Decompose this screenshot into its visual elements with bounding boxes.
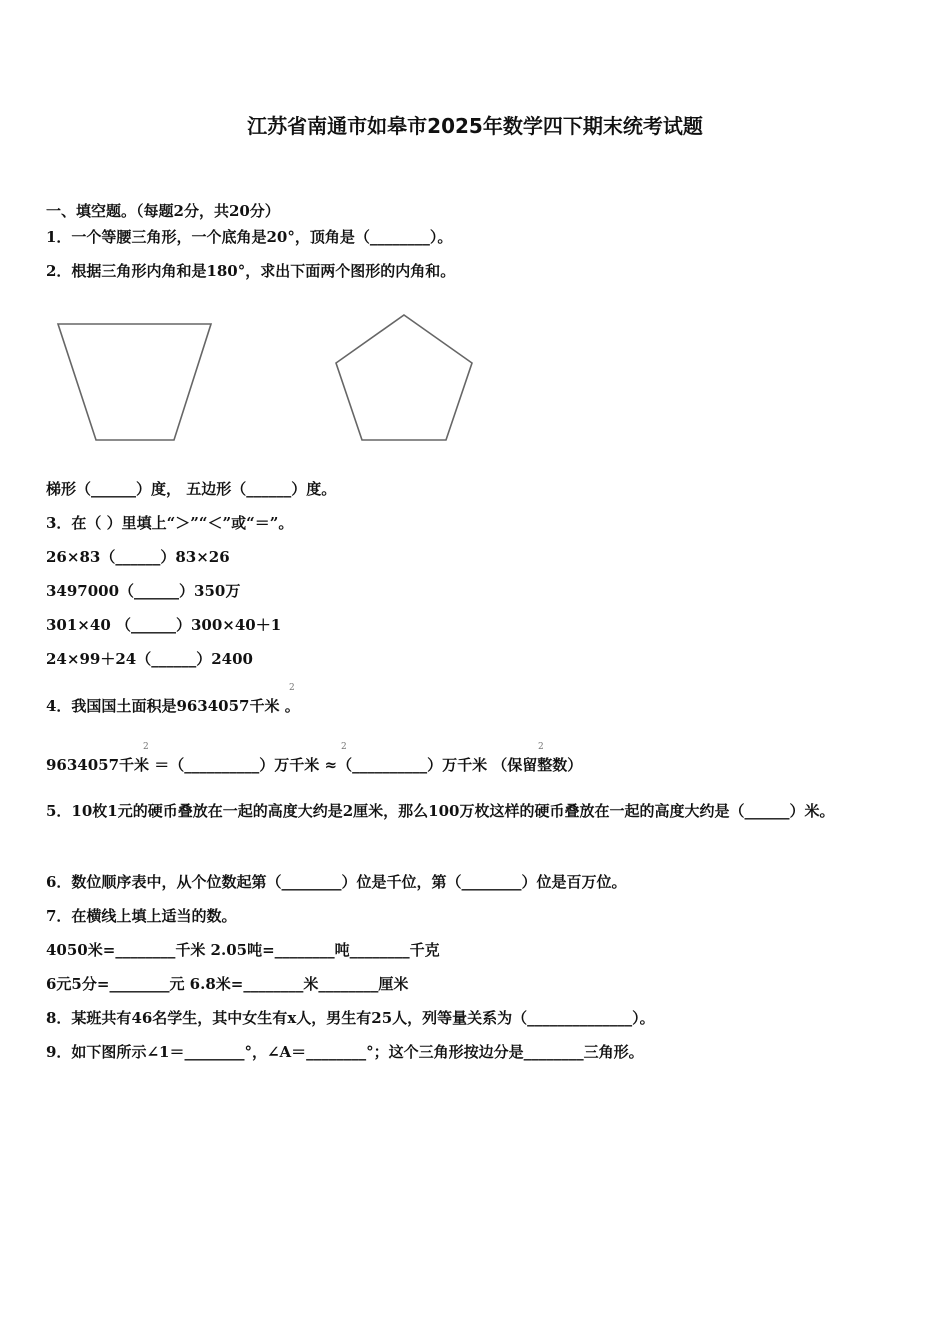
question-4-line: 9634057千米 ＝（__________）万千米 ≈（__________）万千米 （保留整数） xyxy=(46,756,583,774)
question-6: 6．数位顺序表中，从个位数起第（________）位是千位，第（________）位是百万位。 xyxy=(46,873,627,891)
question-4: 4．我国国土面积是9634057千米 。 xyxy=(46,697,300,715)
question-5: 5．10枚1元的硬币叠放在一起的高度大约是2厘米，那么100万枚这样的硬币叠放在一起的高度大约是（______）米。 xyxy=(46,802,835,820)
section-heading: 一、填空题。（每题2分，共20分） xyxy=(46,202,280,220)
question-7: 7．在横线上填上适当的数。 xyxy=(46,907,237,925)
question-2: 2．根据三角形内角和是180°，求出下面两个图形的内角和。 xyxy=(46,262,456,280)
q3-item-1: 26×83（______）83×26 xyxy=(46,548,230,566)
question-3: 3．在（ ）里填上“＞”“＜”或“＝”。 xyxy=(46,514,294,532)
trapezoid-figure xyxy=(50,310,220,450)
question-7-line-2: 6元5分=________元 6.8米=________米________厘米 xyxy=(46,975,409,993)
superscript-2: 2 xyxy=(341,742,347,752)
superscript-2: 2 xyxy=(538,742,544,752)
superscript-2: 2 xyxy=(143,742,149,752)
question-1: 1．一个等腰三角形，一个底角是20°，顶角是（________）。 xyxy=(46,228,453,246)
page-title: 江苏省南通市如皋市2025年数学四下期末统考试题 xyxy=(247,114,703,138)
superscript-2: 2 xyxy=(289,683,295,693)
question-7-line-1: 4050米=________千米 2.05吨=________吨________千克 xyxy=(46,941,440,959)
q3-item-2: 3497000（______）350万 xyxy=(46,582,241,600)
q3-item-4: 24×99＋24（______）2400 xyxy=(46,650,253,668)
question-8: 8．某班共有46名学生，其中女生有x人，男生有25人，列等量关系为（______________）。 xyxy=(46,1009,655,1027)
question-2-answer: 梯形（______）度， 五边形（______）度。 xyxy=(46,480,337,498)
question-9: 9．如下图所示∠1＝________°，∠A＝________°；这个三角形按边分是________三角形。 xyxy=(46,1043,644,1061)
q3-item-3: 301×40 （______）300×40＋1 xyxy=(46,616,282,634)
pentagon-figure xyxy=(330,308,480,448)
